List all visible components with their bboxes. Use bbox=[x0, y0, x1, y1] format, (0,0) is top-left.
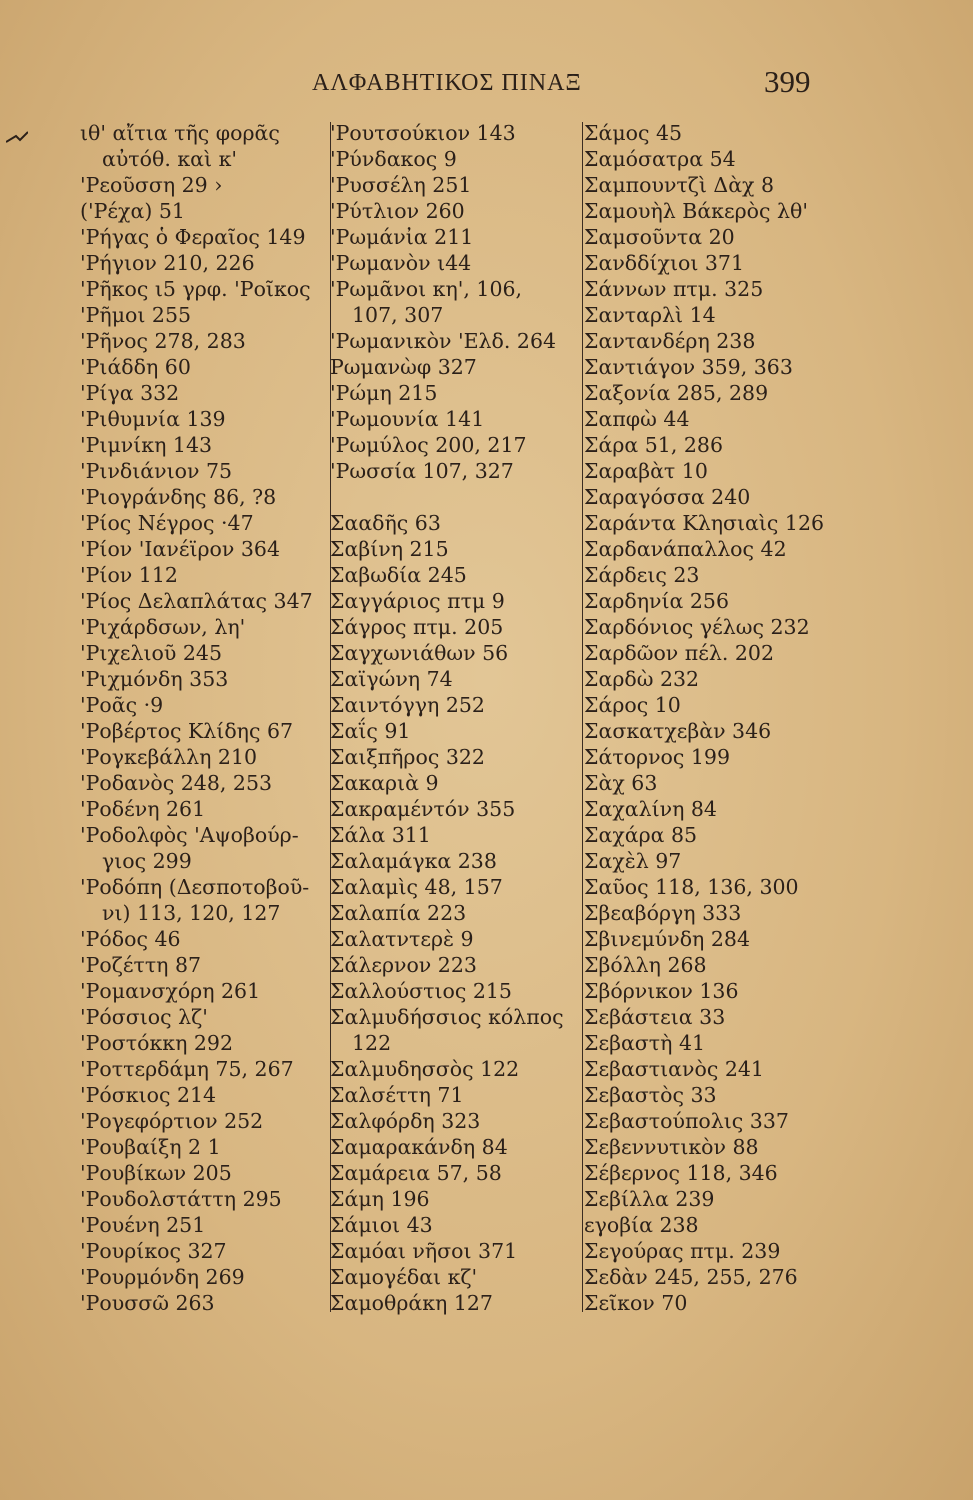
index-entry: ('Ρέχα) 51 bbox=[80, 199, 185, 223]
index-entry: Σαρδὼ 232 bbox=[584, 667, 700, 691]
index-entry: 'Ρουβίκων 205 bbox=[80, 1161, 232, 1185]
index-entry: Σάμος 45 bbox=[584, 121, 683, 145]
index-entry: 'Ρίγα 332 bbox=[80, 381, 180, 405]
index-entry: Σάλερνον 223 bbox=[330, 953, 477, 977]
index-entry: εγοβία 238 bbox=[584, 1213, 699, 1237]
index-entry: 'Ρουδολστάττη 295 bbox=[80, 1187, 282, 1211]
index-entry: 'Ρουρμόνδη 269 bbox=[80, 1265, 245, 1289]
index-entry: Σαγχωνιάθων 56 bbox=[330, 641, 509, 665]
index-entry: 'Ρόδος 46 bbox=[80, 927, 181, 951]
index-entry: 'Ρουρίκος 327 bbox=[80, 1239, 227, 1263]
index-entry: 'Ρίον 112 bbox=[80, 563, 178, 587]
index-entry: Σαιξπῆρος 322 bbox=[330, 745, 485, 769]
index-entry: 'Ριθυμνία 139 bbox=[80, 407, 226, 431]
index-column-3 bbox=[584, 120, 844, 1316]
index-entry: Σεβαστὸς 33 bbox=[584, 1083, 717, 1107]
index-entry: 'Ρουτσούκιον 143 bbox=[330, 121, 516, 145]
page-title: ΑΛΦΑΒΗΤΙΚΟΣ ΠΙΝΑΞ bbox=[312, 70, 582, 96]
index-entry: Σαΐς 91 bbox=[330, 719, 411, 743]
index-entry: 'Ροττερδάμη 75, 267 bbox=[80, 1057, 294, 1081]
index-entry: 'Ρουσσῶ 263 bbox=[80, 1291, 215, 1315]
index-entry: Σεβαστὴ 41 bbox=[584, 1031, 706, 1055]
index-entry: νι) 113, 120, 127 bbox=[102, 901, 281, 925]
index-entry: Σαλμυδησσὸς 122 bbox=[330, 1057, 520, 1081]
index-entry: 'Ρωμουνία 141 bbox=[330, 407, 485, 431]
index-entry: Σαρδόνιος γέλως 232 bbox=[584, 615, 810, 639]
index-entry: 'Ρομανσχόρη 261 bbox=[80, 979, 261, 1003]
index-entry: Σαιντόγγη 252 bbox=[330, 693, 485, 717]
index-entry: Σαμαρακάνδη 84 bbox=[330, 1135, 508, 1159]
index-entry: Σαβίνη 215 bbox=[330, 537, 449, 561]
index-entry: Σακαριὰ 9 bbox=[330, 771, 439, 795]
index-entry: 'Ρινδιάνιον 75 bbox=[80, 459, 233, 483]
index-entry: 'Ριχελιοῦ 245 bbox=[80, 641, 222, 665]
index-entry: Σαμσοῦντα 20 bbox=[584, 225, 735, 249]
index-entry: 122 bbox=[352, 1031, 392, 1055]
index-entry: Σαχαλίνη 84 bbox=[584, 797, 717, 821]
index-entry: Σαβωδία 245 bbox=[330, 563, 467, 587]
index-entry: 'Ριχμόνδη 353 bbox=[80, 667, 229, 691]
ink-mark bbox=[6, 130, 28, 146]
index-entry: 'Ροζέττη 87 bbox=[80, 953, 202, 977]
index-entry: Σὰχ 63 bbox=[584, 771, 658, 795]
index-entry: 'Ρωμύλος 200, 217 bbox=[330, 433, 527, 457]
index-entry: Σαρδανάπαλλος 42 bbox=[584, 537, 787, 561]
index-entry: 'Ροβέρτος Κλίδης 67 bbox=[80, 719, 294, 743]
index-entry: Σαγγάριος πτμ 9 bbox=[330, 589, 505, 613]
index-entry: Σβεαβόργη 333 bbox=[584, 901, 742, 925]
index-entry: 'Ρυσσέλη 251 bbox=[330, 173, 472, 197]
index-entry: Σαλφόρδη 323 bbox=[330, 1109, 481, 1133]
index-entry: 107, 307 bbox=[352, 303, 444, 327]
index-entry: Σασκατχεβὰν 346 bbox=[584, 719, 772, 743]
page-header bbox=[0, 64, 973, 104]
index-entry: 'Ριμνίκη 143 bbox=[80, 433, 213, 457]
index-entry: Σαραγόσσα 240 bbox=[584, 485, 751, 509]
index-entry: 'Ρῆκος ι5 γρφ. 'Ροῖκος bbox=[80, 277, 311, 301]
index-entry: 'Ρήγιον 210, 226 bbox=[80, 251, 255, 275]
index-entry: Σάτορνος 199 bbox=[584, 745, 731, 769]
index-entry: Σαλλούστιος 215 bbox=[330, 979, 512, 1003]
index-entry: 'Ροδανὸς 248, 253 bbox=[80, 771, 273, 795]
index-entry: 'Ρύτλιον 260 bbox=[330, 199, 465, 223]
index-entry: 'Ροᾶς ·9 bbox=[80, 693, 164, 717]
index-entry: Σεβίλλα 239 bbox=[584, 1187, 715, 1211]
index-entry: Σέβερνος 118, 346 bbox=[584, 1161, 778, 1185]
index-entry: Σανδδίχιοι 371 bbox=[584, 251, 745, 275]
index-entry: 'Ροδόπη (Δεσποτοβοῦ- bbox=[80, 875, 310, 899]
index-entry: Σάρος 10 bbox=[584, 693, 681, 717]
index-entry: Σαχὲλ 97 bbox=[584, 849, 682, 873]
index-entry: Σάγρος πτμ. 205 bbox=[330, 615, 504, 639]
index-entry: Σαμογέδαι κζ' bbox=[330, 1265, 478, 1289]
index-entry: Σβινεμύνδη 284 bbox=[584, 927, 750, 951]
index-entry: Σαμάρεια 57, 58 bbox=[330, 1161, 502, 1185]
index-entry: Σαλσέττη 71 bbox=[330, 1083, 464, 1107]
index-entry: 'Ρωμανὸν ι44 bbox=[330, 251, 472, 275]
index-entry: Σαξονία 285, 289 bbox=[584, 381, 769, 405]
index-entry: Σαϊγώνη 74 bbox=[330, 667, 453, 691]
column-divider-right bbox=[582, 122, 583, 1312]
index-entry: 'Ρίος Δελαπλάτας 347 bbox=[80, 589, 313, 613]
index-entry: Σαλμυδήσσιος κόλπος bbox=[330, 1005, 564, 1029]
index-entry: ιθ' αἴτια τῆς φορᾶς bbox=[80, 121, 280, 145]
index-entry: Σβόλλη 268 bbox=[584, 953, 707, 977]
index-entry: Σαχάρα 85 bbox=[584, 823, 698, 847]
index-entry: γιος 299 bbox=[102, 849, 192, 873]
index-entry: Σαράντα Κλησιαὶς 126 bbox=[584, 511, 825, 535]
index-entry: 'Ρωμανικὸν 'Ελδ. 264 bbox=[330, 329, 557, 353]
index-entry: 'Ρόσκιος 214 bbox=[80, 1083, 217, 1107]
index-entry: Σάμη 196 bbox=[330, 1187, 430, 1211]
index-entry: Σαρδηνία 256 bbox=[584, 589, 730, 613]
index-entry: Σαῦος 118, 136, 300 bbox=[584, 875, 799, 899]
index-entry: 'Ροστόκκη 292 bbox=[80, 1031, 233, 1055]
index-entry: Σαραβὰτ 10 bbox=[584, 459, 708, 483]
index-entry: Σαλαπία 223 bbox=[330, 901, 467, 925]
index-entry: 'Ρίος Νέγρος ·47 bbox=[80, 511, 254, 535]
index-entry: Σαντιάγον 359, 363 bbox=[584, 355, 793, 379]
index-entry: Σεβαστιανὸς 241 bbox=[584, 1057, 764, 1081]
page-number: 399 bbox=[764, 64, 811, 99]
index-entry: Σάλα 311 bbox=[330, 823, 431, 847]
index-entry: Σάρα 51, 286 bbox=[584, 433, 723, 457]
index-entry bbox=[330, 484, 580, 510]
index-entry: 'Ρωσσία 107, 327 bbox=[330, 459, 514, 483]
index-entry: 'Ρωμᾶνοι κη', 106, bbox=[330, 277, 523, 301]
index-entry: Σάμιοι 43 bbox=[330, 1213, 433, 1237]
index-entry: Σεβάστεια 33 bbox=[584, 1005, 726, 1029]
index-entry: Σεβεννυτικὸν 88 bbox=[584, 1135, 759, 1159]
index-entry: 'Ρῆνος 278, 283 bbox=[80, 329, 246, 353]
index-entry: Σαμπουντζὶ Δὰχ 8 bbox=[584, 173, 775, 197]
index-entry: 'Ροδένη 261 bbox=[80, 797, 206, 821]
index-entry: 'Ρώμη 215 bbox=[330, 381, 438, 405]
index-entry: Σαμόαι νῆσοι 371 bbox=[330, 1239, 518, 1263]
index-entry: Σάννων πτμ. 325 bbox=[584, 277, 764, 301]
index-entry: 'Ροδολφὸς 'Αψοβούρ- bbox=[80, 823, 299, 847]
index-entry: Σάρδεις 23 bbox=[584, 563, 700, 587]
index-entry: 'Ρόσσιος λζ' bbox=[80, 1005, 208, 1029]
index-entry: Σανταρλὶ 14 bbox=[584, 303, 716, 327]
index-entry: Σακραμέντόν 355 bbox=[330, 797, 516, 821]
index-entry: Σαπφὼ 44 bbox=[584, 407, 690, 431]
index-entry: 'Ρήγας ὁ Φεραῖος 149 bbox=[80, 225, 306, 249]
index-entry: Ρωμανὼφ 327 bbox=[330, 355, 477, 379]
index-entry: 'Ρουένη 251 bbox=[80, 1213, 206, 1237]
index-entry: Σεβαστούπολις 337 bbox=[584, 1109, 789, 1133]
index-entry: 'Ρογεφόρτιον 252 bbox=[80, 1109, 264, 1133]
index-entry: Σεγούρας πτμ. 239 bbox=[584, 1239, 781, 1263]
index-entry: 'Ρῆμοι 255 bbox=[80, 303, 192, 327]
index-entry: Σαντανδέρη 238 bbox=[584, 329, 756, 353]
index-entry: Σαλαμάγκα 238 bbox=[330, 849, 497, 873]
index-entry: 'Ρεοῦσση 29 › bbox=[80, 173, 223, 197]
index-entry: Σαλαμὶς 48, 157 bbox=[330, 875, 503, 899]
index-entry: 'Ρίον 'Ιανέϊρον 364 bbox=[80, 537, 280, 561]
index-entry: 'Ρωμάνἰα 211 bbox=[330, 225, 474, 249]
index-entry: 'Ρογκεβάλλη 210 bbox=[80, 745, 258, 769]
index-entry: αὐτόθ. καὶ κ' bbox=[102, 147, 238, 171]
index-entry: 'Ρύνδακος 9 bbox=[330, 147, 457, 171]
index-entry: 'Ριάδδη 60 bbox=[80, 355, 191, 379]
index-entry: 'Ρουβαίξη 2 1 bbox=[80, 1135, 221, 1159]
index-entry: Σαμουὴλ Βάκερὸς λθ' bbox=[584, 199, 808, 223]
index-entry: 'Ριογράνδης 86, ?8 bbox=[80, 485, 277, 509]
index-column-1 bbox=[80, 120, 340, 1316]
index-entry: Σεδὰν 245, 255, 276 bbox=[584, 1265, 798, 1289]
index-entry: Σβόρνικον 136 bbox=[584, 979, 739, 1003]
index-entry: Σααδῆς 63 bbox=[330, 511, 441, 535]
index-entry: Σαρδῶον πέλ. 202 bbox=[584, 641, 775, 665]
index-entry: Σαμοθράκη 127 bbox=[330, 1291, 493, 1315]
index-entry: Σεῖκον 70 bbox=[584, 1291, 688, 1315]
index-entry: Σαλατντερὲ 9 bbox=[330, 927, 474, 951]
index-entry: 'Ριχάρδσων, λη' bbox=[80, 615, 246, 639]
index-entry: Σαμόσατρα 54 bbox=[584, 147, 736, 171]
index-column-2 bbox=[330, 120, 580, 1316]
